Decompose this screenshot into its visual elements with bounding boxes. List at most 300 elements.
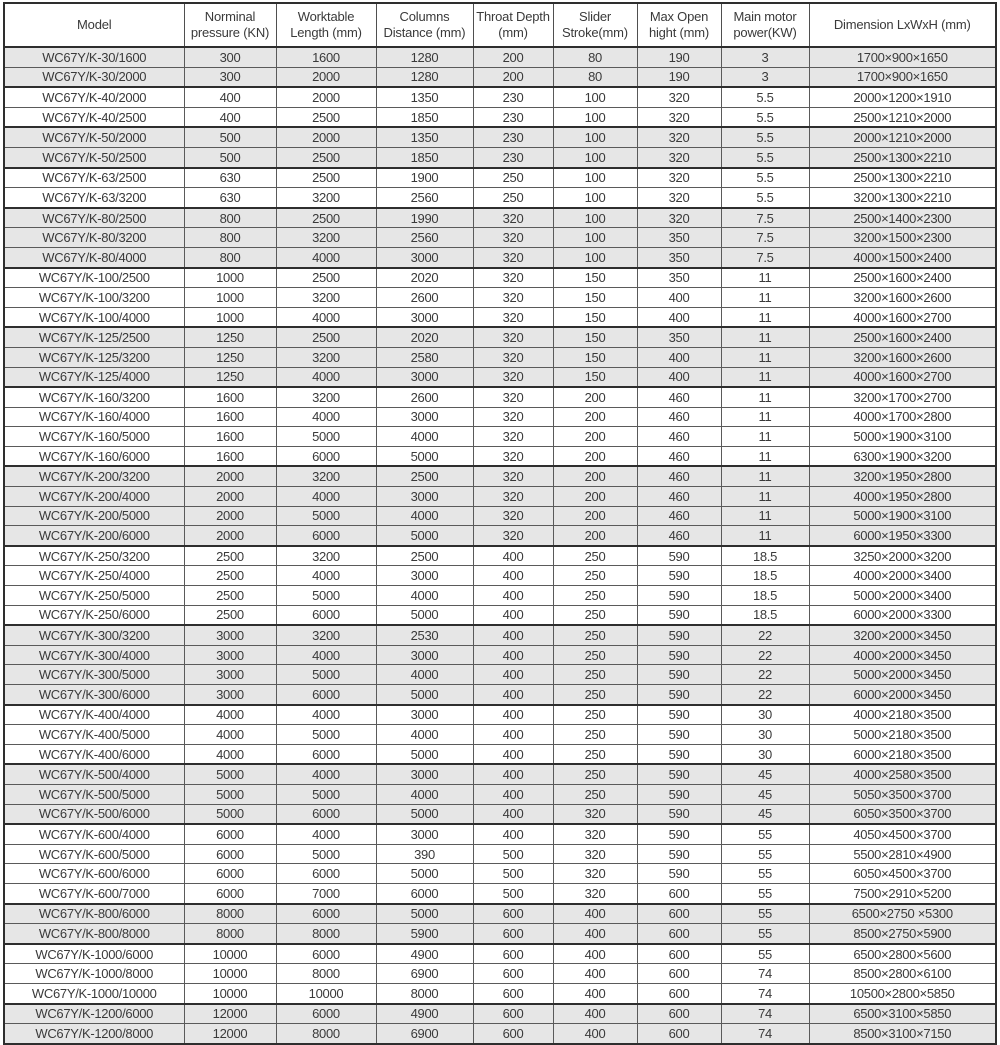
cell-model: WC67Y/K-200/6000 [4, 526, 184, 546]
cell-model: WC67Y/K-250/4000 [4, 566, 184, 586]
cell-throat-depth: 400 [473, 605, 553, 625]
cell-slider-stroke: 100 [553, 168, 637, 188]
cell-max-open-hight: 600 [637, 904, 721, 924]
cell-norminal-pressure: 6000 [184, 883, 276, 903]
cell-max-open-hight: 590 [637, 625, 721, 645]
cell-dimension: 3200×1600×2600 [809, 288, 996, 308]
cell-main-motor-power: 3 [721, 47, 809, 67]
cell-columns-distance: 6000 [376, 883, 473, 903]
cell-max-open-hight: 590 [637, 764, 721, 784]
cell-main-motor-power: 22 [721, 685, 809, 705]
cell-dimension: 4000×1500×2400 [809, 247, 996, 267]
cell-model: WC67Y/K-125/4000 [4, 367, 184, 387]
cell-model: WC67Y/K-600/7000 [4, 883, 184, 903]
cell-throat-depth: 500 [473, 883, 553, 903]
cell-max-open-hight: 320 [637, 168, 721, 188]
cell-throat-depth: 320 [473, 506, 553, 526]
cell-main-motor-power: 5.5 [721, 87, 809, 107]
cell-throat-depth: 400 [473, 625, 553, 645]
cell-main-motor-power: 74 [721, 1004, 809, 1024]
cell-slider-stroke: 250 [553, 725, 637, 745]
cell-model: WC67Y/K-30/1600 [4, 47, 184, 67]
cell-model: WC67Y/K-400/5000 [4, 725, 184, 745]
cell-worktable-length: 2500 [276, 268, 376, 288]
cell-throat-depth: 400 [473, 645, 553, 665]
cell-throat-depth: 320 [473, 407, 553, 427]
cell-columns-distance: 4000 [376, 784, 473, 804]
cell-main-motor-power: 55 [721, 904, 809, 924]
cell-dimension: 1700×900×1650 [809, 67, 996, 87]
cell-model: WC67Y/K-200/4000 [4, 487, 184, 507]
cell-slider-stroke: 400 [553, 964, 637, 984]
cell-dimension: 6000×1950×3300 [809, 526, 996, 546]
table-row [4, 147, 996, 167]
cell-slider-stroke: 200 [553, 407, 637, 427]
cell-main-motor-power: 11 [721, 288, 809, 308]
cell-slider-stroke: 320 [553, 883, 637, 903]
cell-dimension: 2500×1600×2400 [809, 327, 996, 347]
cell-dimension: 5000×1900×3100 [809, 506, 996, 526]
table-row [4, 466, 996, 486]
cell-dimension: 2500×1600×2400 [809, 268, 996, 288]
cell-throat-depth: 320 [473, 466, 553, 486]
cell-max-open-hight: 350 [637, 228, 721, 248]
table-row [4, 1024, 996, 1044]
cell-main-motor-power: 45 [721, 784, 809, 804]
cell-slider-stroke: 150 [553, 327, 637, 347]
cell-max-open-hight: 320 [637, 107, 721, 127]
cell-main-motor-power: 55 [721, 844, 809, 864]
table-row [4, 47, 996, 67]
cell-model: WC67Y/K-63/3200 [4, 188, 184, 208]
cell-main-motor-power: 18.5 [721, 605, 809, 625]
cell-model: WC67Y/K-250/5000 [4, 586, 184, 606]
cell-worktable-length: 3200 [276, 546, 376, 566]
cell-norminal-pressure: 2500 [184, 566, 276, 586]
cell-norminal-pressure: 500 [184, 147, 276, 167]
table-row [4, 427, 996, 447]
cell-norminal-pressure: 10000 [184, 944, 276, 964]
cell-max-open-hight: 590 [637, 605, 721, 625]
cell-main-motor-power: 11 [721, 466, 809, 486]
cell-slider-stroke: 200 [553, 466, 637, 486]
cell-model: WC67Y/K-500/6000 [4, 804, 184, 824]
cell-slider-stroke: 250 [553, 625, 637, 645]
cell-slider-stroke: 100 [553, 147, 637, 167]
cell-model: WC67Y/K-50/2000 [4, 127, 184, 147]
cell-model: WC67Y/K-30/2000 [4, 67, 184, 87]
cell-worktable-length: 2500 [276, 168, 376, 188]
cell-columns-distance: 2530 [376, 625, 473, 645]
cell-throat-depth: 230 [473, 127, 553, 147]
table-row [4, 645, 996, 665]
cell-norminal-pressure: 6000 [184, 844, 276, 864]
table-row [4, 904, 996, 924]
cell-columns-distance: 2020 [376, 268, 473, 288]
table-row [4, 407, 996, 427]
cell-max-open-hight: 320 [637, 147, 721, 167]
cell-throat-depth: 320 [473, 427, 553, 447]
cell-max-open-hight: 320 [637, 127, 721, 147]
cell-norminal-pressure: 400 [184, 87, 276, 107]
cell-slider-stroke: 200 [553, 526, 637, 546]
cell-norminal-pressure: 800 [184, 247, 276, 267]
table-row [4, 208, 996, 228]
cell-main-motor-power: 5.5 [721, 188, 809, 208]
cell-dimension: 3200×1300×2210 [809, 188, 996, 208]
cell-slider-stroke: 100 [553, 247, 637, 267]
cell-dimension: 4000×2000×3450 [809, 645, 996, 665]
cell-main-motor-power: 45 [721, 764, 809, 784]
cell-columns-distance: 2560 [376, 228, 473, 248]
cell-max-open-hight: 590 [637, 665, 721, 685]
cell-norminal-pressure: 800 [184, 228, 276, 248]
cell-columns-distance: 5000 [376, 744, 473, 764]
cell-worktable-length: 4000 [276, 824, 376, 844]
cell-dimension: 5050×3500×3700 [809, 784, 996, 804]
cell-columns-distance: 2600 [376, 288, 473, 308]
cell-columns-distance: 390 [376, 844, 473, 864]
cell-worktable-length: 5000 [276, 586, 376, 606]
cell-columns-distance: 3000 [376, 367, 473, 387]
cell-max-open-hight: 600 [637, 1024, 721, 1044]
cell-max-open-hight: 460 [637, 526, 721, 546]
cell-main-motor-power: 55 [721, 824, 809, 844]
cell-throat-depth: 400 [473, 744, 553, 764]
cell-model: WC67Y/K-1200/6000 [4, 1004, 184, 1024]
table-row [4, 605, 996, 625]
cell-model: WC67Y/K-800/8000 [4, 924, 184, 944]
cell-slider-stroke: 400 [553, 1004, 637, 1024]
cell-throat-depth: 320 [473, 288, 553, 308]
cell-dimension: 5000×2000×3450 [809, 665, 996, 685]
cell-dimension: 4000×1600×2700 [809, 307, 996, 327]
table-row [4, 107, 996, 127]
cell-throat-depth: 500 [473, 844, 553, 864]
cell-throat-depth: 600 [473, 904, 553, 924]
table-row [4, 288, 996, 308]
cell-norminal-pressure: 3000 [184, 645, 276, 665]
table-row [4, 127, 996, 147]
cell-worktable-length: 8000 [276, 964, 376, 984]
cell-dimension: 3200×1950×2800 [809, 466, 996, 486]
cell-norminal-pressure: 1000 [184, 288, 276, 308]
cell-model: WC67Y/K-160/6000 [4, 446, 184, 466]
cell-columns-distance: 5000 [376, 685, 473, 705]
cell-columns-distance: 1900 [376, 168, 473, 188]
cell-max-open-hight: 400 [637, 307, 721, 327]
cell-model: WC67Y/K-800/6000 [4, 904, 184, 924]
cell-throat-depth: 400 [473, 705, 553, 725]
cell-norminal-pressure: 3000 [184, 665, 276, 685]
cell-norminal-pressure: 8000 [184, 924, 276, 944]
table-row [4, 327, 996, 347]
cell-columns-distance: 4000 [376, 725, 473, 745]
cell-worktable-length: 3200 [276, 188, 376, 208]
cell-dimension: 3200×2000×3450 [809, 625, 996, 645]
table-row [4, 347, 996, 367]
cell-model: WC67Y/K-100/3200 [4, 288, 184, 308]
cell-max-open-hight: 460 [637, 506, 721, 526]
cell-worktable-length: 3200 [276, 387, 376, 407]
cell-throat-depth: 230 [473, 87, 553, 107]
cell-worktable-length: 4000 [276, 705, 376, 725]
cell-norminal-pressure: 500 [184, 127, 276, 147]
cell-slider-stroke: 250 [553, 705, 637, 725]
cell-slider-stroke: 150 [553, 367, 637, 387]
cell-dimension: 5000×2000×3400 [809, 586, 996, 606]
cell-slider-stroke: 250 [553, 744, 637, 764]
cell-slider-stroke: 150 [553, 347, 637, 367]
cell-main-motor-power: 11 [721, 407, 809, 427]
cell-slider-stroke: 100 [553, 87, 637, 107]
cell-max-open-hight: 460 [637, 487, 721, 507]
cell-worktable-length: 2500 [276, 327, 376, 347]
table-row [4, 864, 996, 884]
table-row [4, 924, 996, 944]
cell-norminal-pressure: 3000 [184, 685, 276, 705]
cell-model: WC67Y/K-40/2000 [4, 87, 184, 107]
cell-throat-depth: 320 [473, 526, 553, 546]
cell-max-open-hight: 590 [637, 566, 721, 586]
cell-worktable-length: 6000 [276, 804, 376, 824]
cell-worktable-length: 4000 [276, 307, 376, 327]
cell-dimension: 1700×900×1650 [809, 47, 996, 67]
cell-main-motor-power: 11 [721, 268, 809, 288]
table-row [4, 883, 996, 903]
cell-worktable-length: 5000 [276, 506, 376, 526]
cell-model: WC67Y/K-500/4000 [4, 764, 184, 784]
cell-slider-stroke: 100 [553, 107, 637, 127]
cell-slider-stroke: 320 [553, 844, 637, 864]
cell-max-open-hight: 460 [637, 466, 721, 486]
cell-columns-distance: 3000 [376, 824, 473, 844]
cell-norminal-pressure: 800 [184, 208, 276, 228]
cell-main-motor-power: 5.5 [721, 107, 809, 127]
cell-dimension: 6050×3500×3700 [809, 804, 996, 824]
cell-throat-depth: 320 [473, 347, 553, 367]
cell-max-open-hight: 590 [637, 844, 721, 864]
cell-model: WC67Y/K-250/3200 [4, 546, 184, 566]
cell-max-open-hight: 320 [637, 87, 721, 107]
cell-max-open-hight: 600 [637, 924, 721, 944]
cell-max-open-hight: 350 [637, 268, 721, 288]
cell-throat-depth: 400 [473, 804, 553, 824]
cell-throat-depth: 600 [473, 944, 553, 964]
cell-max-open-hight: 460 [637, 407, 721, 427]
cell-worktable-length: 6000 [276, 944, 376, 964]
cell-main-motor-power: 5.5 [721, 127, 809, 147]
col-header-norminal-pressure: Norminal pressure (KN) [184, 3, 276, 47]
cell-main-motor-power: 11 [721, 487, 809, 507]
cell-slider-stroke: 250 [553, 645, 637, 665]
cell-dimension: 6300×1900×3200 [809, 446, 996, 466]
col-header-columns-distance: Columns Distance (mm) [376, 3, 473, 47]
cell-columns-distance: 5000 [376, 804, 473, 824]
cell-main-motor-power: 74 [721, 983, 809, 1003]
cell-dimension: 8500×2750×5900 [809, 924, 996, 944]
cell-model: WC67Y/K-300/3200 [4, 625, 184, 645]
cell-main-motor-power: 5.5 [721, 147, 809, 167]
cell-columns-distance: 4000 [376, 665, 473, 685]
col-header-main-motor-power: Main motor power(KW) [721, 3, 809, 47]
cell-main-motor-power: 22 [721, 665, 809, 685]
cell-worktable-length: 2000 [276, 67, 376, 87]
cell-norminal-pressure: 2500 [184, 546, 276, 566]
cell-norminal-pressure: 1250 [184, 347, 276, 367]
cell-max-open-hight: 600 [637, 883, 721, 903]
cell-main-motor-power: 11 [721, 327, 809, 347]
cell-norminal-pressure: 4000 [184, 744, 276, 764]
cell-throat-depth: 320 [473, 327, 553, 347]
table-row [4, 67, 996, 87]
table-row [4, 725, 996, 745]
cell-max-open-hight: 590 [637, 824, 721, 844]
spec-table-body [4, 47, 996, 1044]
cell-dimension: 5000×1900×3100 [809, 427, 996, 447]
cell-main-motor-power: 45 [721, 804, 809, 824]
col-header-slider-stroke: Slider Stroke(mm) [553, 3, 637, 47]
cell-worktable-length: 4000 [276, 645, 376, 665]
table-row [4, 665, 996, 685]
cell-worktable-length: 6000 [276, 744, 376, 764]
cell-worktable-length: 5000 [276, 665, 376, 685]
cell-norminal-pressure: 630 [184, 188, 276, 208]
cell-max-open-hight: 590 [637, 784, 721, 804]
cell-main-motor-power: 30 [721, 705, 809, 725]
cell-worktable-length: 4000 [276, 247, 376, 267]
cell-dimension: 3200×1500×2300 [809, 228, 996, 248]
cell-slider-stroke: 400 [553, 944, 637, 964]
cell-model: WC67Y/K-160/3200 [4, 387, 184, 407]
table-row [4, 526, 996, 546]
cell-dimension: 4000×2000×3400 [809, 566, 996, 586]
cell-dimension: 3200×1600×2600 [809, 347, 996, 367]
cell-worktable-length: 10000 [276, 983, 376, 1003]
cell-norminal-pressure: 6000 [184, 824, 276, 844]
cell-throat-depth: 230 [473, 107, 553, 127]
cell-slider-stroke: 100 [553, 188, 637, 208]
table-row [4, 964, 996, 984]
cell-max-open-hight: 590 [637, 705, 721, 725]
cell-worktable-length: 2500 [276, 107, 376, 127]
spec-table [3, 2, 997, 1045]
col-header-worktable-length: Worktable Length (mm) [276, 3, 376, 47]
cell-model: WC67Y/K-300/5000 [4, 665, 184, 685]
cell-norminal-pressure: 5000 [184, 784, 276, 804]
cell-dimension: 10500×2800×5850 [809, 983, 996, 1003]
cell-slider-stroke: 250 [553, 764, 637, 784]
cell-throat-depth: 600 [473, 1024, 553, 1044]
cell-norminal-pressure: 1000 [184, 307, 276, 327]
cell-max-open-hight: 590 [637, 864, 721, 884]
table-row [4, 367, 996, 387]
cell-worktable-length: 5000 [276, 784, 376, 804]
col-header-dimension: Dimension LxWxH (mm) [809, 3, 996, 47]
cell-max-open-hight: 600 [637, 944, 721, 964]
cell-columns-distance: 4900 [376, 944, 473, 964]
cell-worktable-length: 5000 [276, 844, 376, 864]
cell-model: WC67Y/K-200/3200 [4, 466, 184, 486]
cell-columns-distance: 6900 [376, 1024, 473, 1044]
cell-columns-distance: 1350 [376, 127, 473, 147]
cell-main-motor-power: 18.5 [721, 566, 809, 586]
cell-throat-depth: 400 [473, 824, 553, 844]
cell-max-open-hight: 400 [637, 367, 721, 387]
cell-throat-depth: 400 [473, 586, 553, 606]
cell-columns-distance: 5000 [376, 526, 473, 546]
header-row [4, 3, 996, 47]
cell-dimension: 2000×1210×2000 [809, 127, 996, 147]
cell-throat-depth: 320 [473, 247, 553, 267]
cell-max-open-hight: 190 [637, 47, 721, 67]
cell-model: WC67Y/K-200/5000 [4, 506, 184, 526]
cell-norminal-pressure: 5000 [184, 804, 276, 824]
cell-dimension: 4000×1600×2700 [809, 367, 996, 387]
cell-slider-stroke: 100 [553, 208, 637, 228]
cell-model: WC67Y/K-250/6000 [4, 605, 184, 625]
cell-dimension: 6050×4500×3700 [809, 864, 996, 884]
cell-slider-stroke: 200 [553, 446, 637, 466]
cell-throat-depth: 230 [473, 147, 553, 167]
cell-throat-depth: 400 [473, 566, 553, 586]
cell-dimension: 5500×2810×4900 [809, 844, 996, 864]
cell-worktable-length: 7000 [276, 883, 376, 903]
cell-norminal-pressure: 2500 [184, 605, 276, 625]
cell-main-motor-power: 11 [721, 506, 809, 526]
cell-model: WC67Y/K-50/2500 [4, 147, 184, 167]
cell-main-motor-power: 11 [721, 427, 809, 447]
cell-dimension: 6500×3100×5850 [809, 1004, 996, 1024]
cell-norminal-pressure: 4000 [184, 705, 276, 725]
cell-columns-distance: 2500 [376, 546, 473, 566]
cell-slider-stroke: 320 [553, 824, 637, 844]
cell-worktable-length: 3200 [276, 288, 376, 308]
cell-columns-distance: 1280 [376, 67, 473, 87]
cell-throat-depth: 400 [473, 725, 553, 745]
cell-model: WC67Y/K-600/5000 [4, 844, 184, 864]
cell-slider-stroke: 400 [553, 1024, 637, 1044]
cell-throat-depth: 200 [473, 67, 553, 87]
cell-throat-depth: 320 [473, 387, 553, 407]
cell-main-motor-power: 22 [721, 645, 809, 665]
cell-slider-stroke: 200 [553, 487, 637, 507]
table-row [4, 506, 996, 526]
table-row [4, 844, 996, 864]
cell-dimension: 6500×2800×5600 [809, 944, 996, 964]
cell-worktable-length: 2500 [276, 147, 376, 167]
cell-columns-distance: 4000 [376, 586, 473, 606]
cell-slider-stroke: 150 [553, 268, 637, 288]
cell-slider-stroke: 250 [553, 784, 637, 804]
cell-throat-depth: 400 [473, 784, 553, 804]
cell-norminal-pressure: 300 [184, 47, 276, 67]
table-row [4, 247, 996, 267]
cell-main-motor-power: 74 [721, 1024, 809, 1044]
cell-worktable-length: 4000 [276, 407, 376, 427]
cell-dimension: 2500×1400×2300 [809, 208, 996, 228]
cell-worktable-length: 2000 [276, 127, 376, 147]
cell-model: WC67Y/K-1000/6000 [4, 944, 184, 964]
cell-columns-distance: 3000 [376, 247, 473, 267]
cell-max-open-hight: 590 [637, 685, 721, 705]
cell-worktable-length: 4000 [276, 764, 376, 784]
table-row [4, 228, 996, 248]
cell-model: WC67Y/K-1200/8000 [4, 1024, 184, 1044]
cell-throat-depth: 400 [473, 764, 553, 784]
cell-norminal-pressure: 12000 [184, 1004, 276, 1024]
cell-main-motor-power: 55 [721, 864, 809, 884]
